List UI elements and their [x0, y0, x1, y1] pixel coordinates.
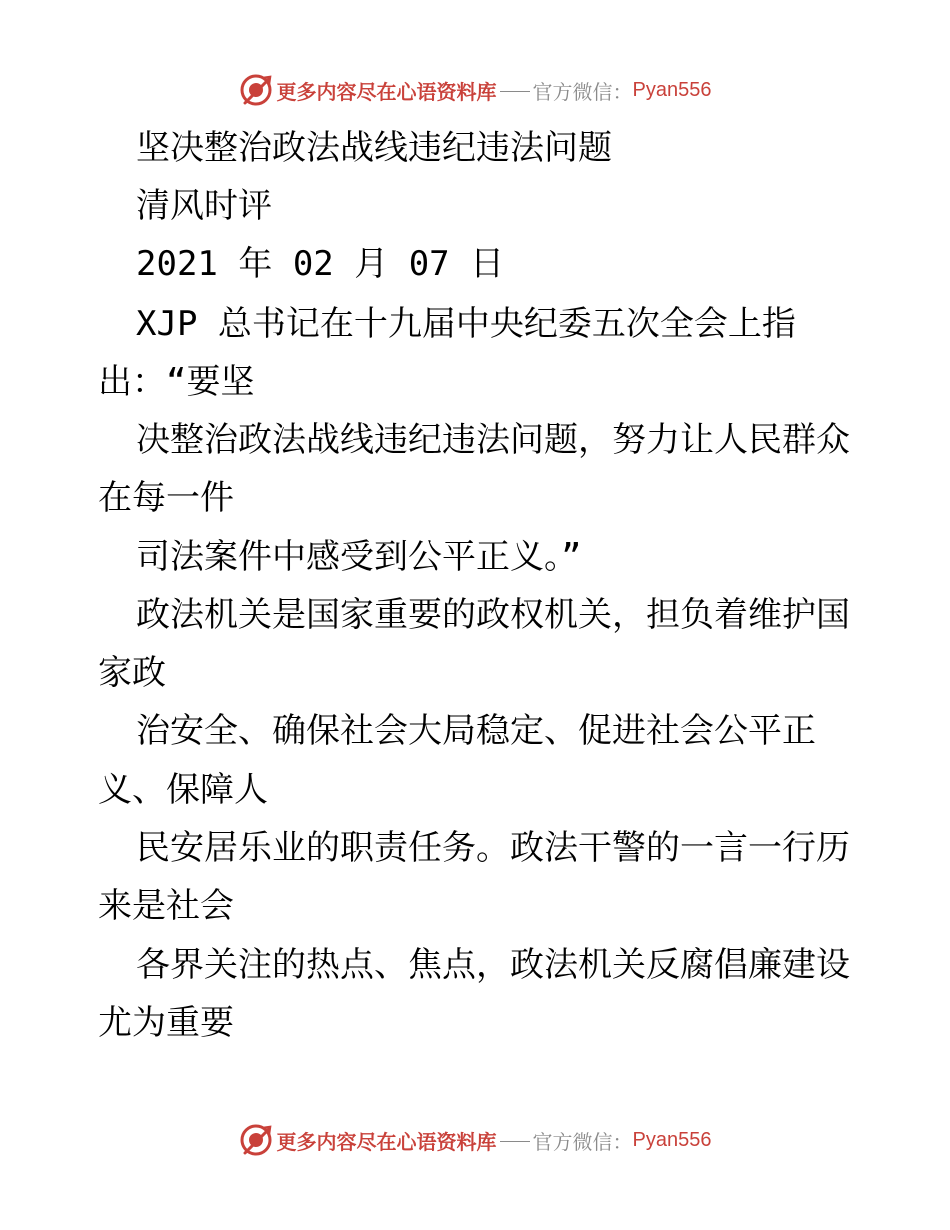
- paragraph-line: XJP 总书记在十九届中央纪委五次全会上指: [136, 304, 796, 344]
- watermark-id: Pyan556: [632, 78, 712, 101]
- watermark-dash: [500, 91, 530, 92]
- watermark-header: [0, 70, 950, 110]
- watermark-label: 官方微信：: [532, 79, 633, 104]
- watermark-brand: 更多内容尽在心语资料库: [276, 79, 497, 104]
- paragraph-line: 政法机关是国家重要的政权机关，担负着维护国: [136, 595, 850, 635]
- watermark-id: Pyan556: [632, 1128, 712, 1151]
- paragraph-line: 家政: [98, 653, 166, 693]
- paragraph-line: 各界关注的热点、焦点，政法机关反腐倡廉建设: [136, 945, 850, 985]
- watermark-brand: 更多内容尽在心语资料库: [276, 1129, 497, 1154]
- watermark-footer: [0, 1120, 950, 1160]
- paragraph-line: 来是社会: [98, 886, 234, 926]
- watermark-dash: [500, 1141, 530, 1142]
- logo-seal-icon: [239, 1123, 273, 1157]
- paragraph-line: 决整治政法战线违纪违法问题，努力让人民群众: [136, 420, 850, 460]
- document-source: 清风时评: [136, 186, 272, 226]
- paragraph-line: 尤为重要: [98, 1003, 234, 1043]
- document-title: 坚决整治政法战线违纪违法问题: [136, 128, 612, 168]
- paragraph-line: 在每一件: [98, 478, 234, 518]
- logo-seal-icon: [239, 73, 273, 107]
- paragraph-line: 义、保障人: [98, 770, 268, 810]
- document-date: 2021 年 02 月 07 日: [136, 244, 505, 284]
- paragraph-line: 治安全、确保社会大局稳定、促进社会公平正: [136, 711, 816, 751]
- paragraph-line: 民安居乐业的职责任务。政法干警的一言一行历: [136, 828, 850, 868]
- paragraph-line: 出：“要坚: [98, 362, 255, 402]
- paragraph-line: 司法案件中感受到公平正义。”: [136, 537, 582, 577]
- watermark-label: 官方微信：: [532, 1129, 633, 1154]
